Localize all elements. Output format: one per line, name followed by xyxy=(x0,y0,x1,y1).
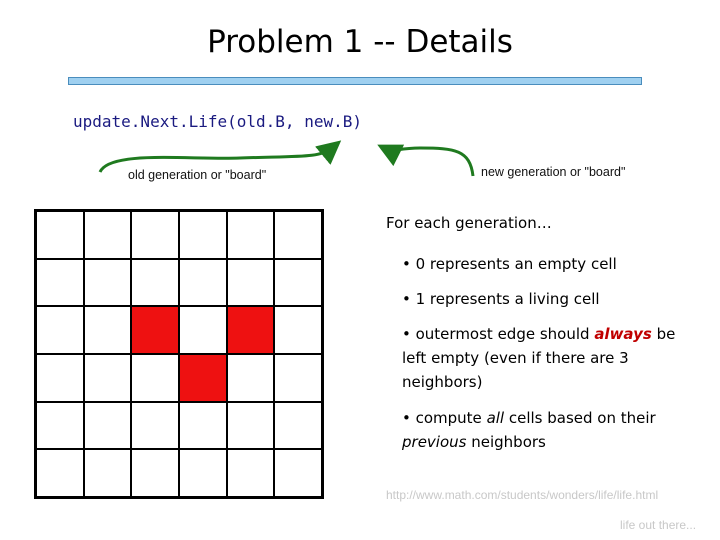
bullet-text: neighbors xyxy=(466,433,546,451)
emphasis-all: all xyxy=(486,409,505,427)
bullet-compute-all xyxy=(402,406,702,454)
cell-empty xyxy=(179,449,227,497)
cell-empty xyxy=(36,354,84,402)
cell-empty xyxy=(274,449,322,497)
reference-link[interactable]: http://www.math.com/students/wonders/life/life.html xyxy=(386,488,659,502)
cell-empty xyxy=(131,211,179,259)
cell-empty xyxy=(84,211,132,259)
bullet-empty-cell: • 0 represents an empty cell xyxy=(402,255,617,273)
cell-empty xyxy=(84,449,132,497)
cell-empty xyxy=(274,259,322,307)
cell-empty xyxy=(179,259,227,307)
life-board-grid xyxy=(34,209,324,499)
cell-empty xyxy=(84,402,132,450)
cell-empty xyxy=(84,306,132,354)
cell-empty xyxy=(36,402,84,450)
cell-empty xyxy=(131,259,179,307)
cell-alive xyxy=(179,354,227,402)
cell-alive xyxy=(227,306,275,354)
bullet-living-cell: • 1 represents a living cell xyxy=(402,290,600,308)
cell-empty xyxy=(274,402,322,450)
footer-note: life out there... xyxy=(620,518,697,532)
cell-empty xyxy=(227,211,275,259)
bullet-text: be left empty (even if there are 3 neighbors) xyxy=(402,325,676,391)
cell-alive xyxy=(131,306,179,354)
arrow-new-board xyxy=(388,148,473,176)
new-board-label: new generation or "board" xyxy=(481,165,626,179)
cell-empty xyxy=(84,259,132,307)
cell-empty xyxy=(274,211,322,259)
cell-empty xyxy=(36,306,84,354)
cell-empty xyxy=(227,354,275,402)
cell-empty xyxy=(227,259,275,307)
cell-empty xyxy=(36,259,84,307)
bullet-outer-edge xyxy=(402,322,702,394)
cell-empty xyxy=(131,449,179,497)
slide-title: Problem 1 -- Details xyxy=(207,24,513,60)
cell-empty xyxy=(274,306,322,354)
cell-empty xyxy=(179,211,227,259)
cell-empty xyxy=(131,354,179,402)
bullet-text: • outermost edge should xyxy=(402,325,595,343)
bullet-text: cells based on their xyxy=(504,409,656,427)
cell-empty xyxy=(227,449,275,497)
old-board-label: old generation or "board" xyxy=(128,168,267,182)
info-heading: For each generation… xyxy=(386,214,552,232)
emphasis-previous: previous xyxy=(402,433,467,451)
cell-empty xyxy=(274,354,322,402)
function-signature: update.Next.Life(old.B, new.B) xyxy=(73,112,362,131)
cell-empty xyxy=(227,402,275,450)
emphasis-always: always xyxy=(594,325,652,343)
cell-empty xyxy=(36,449,84,497)
cell-empty xyxy=(179,306,227,354)
bullet-text: • compute xyxy=(402,409,487,427)
cell-empty xyxy=(36,211,84,259)
cell-empty xyxy=(179,402,227,450)
cell-empty xyxy=(131,402,179,450)
cell-empty xyxy=(84,354,132,402)
